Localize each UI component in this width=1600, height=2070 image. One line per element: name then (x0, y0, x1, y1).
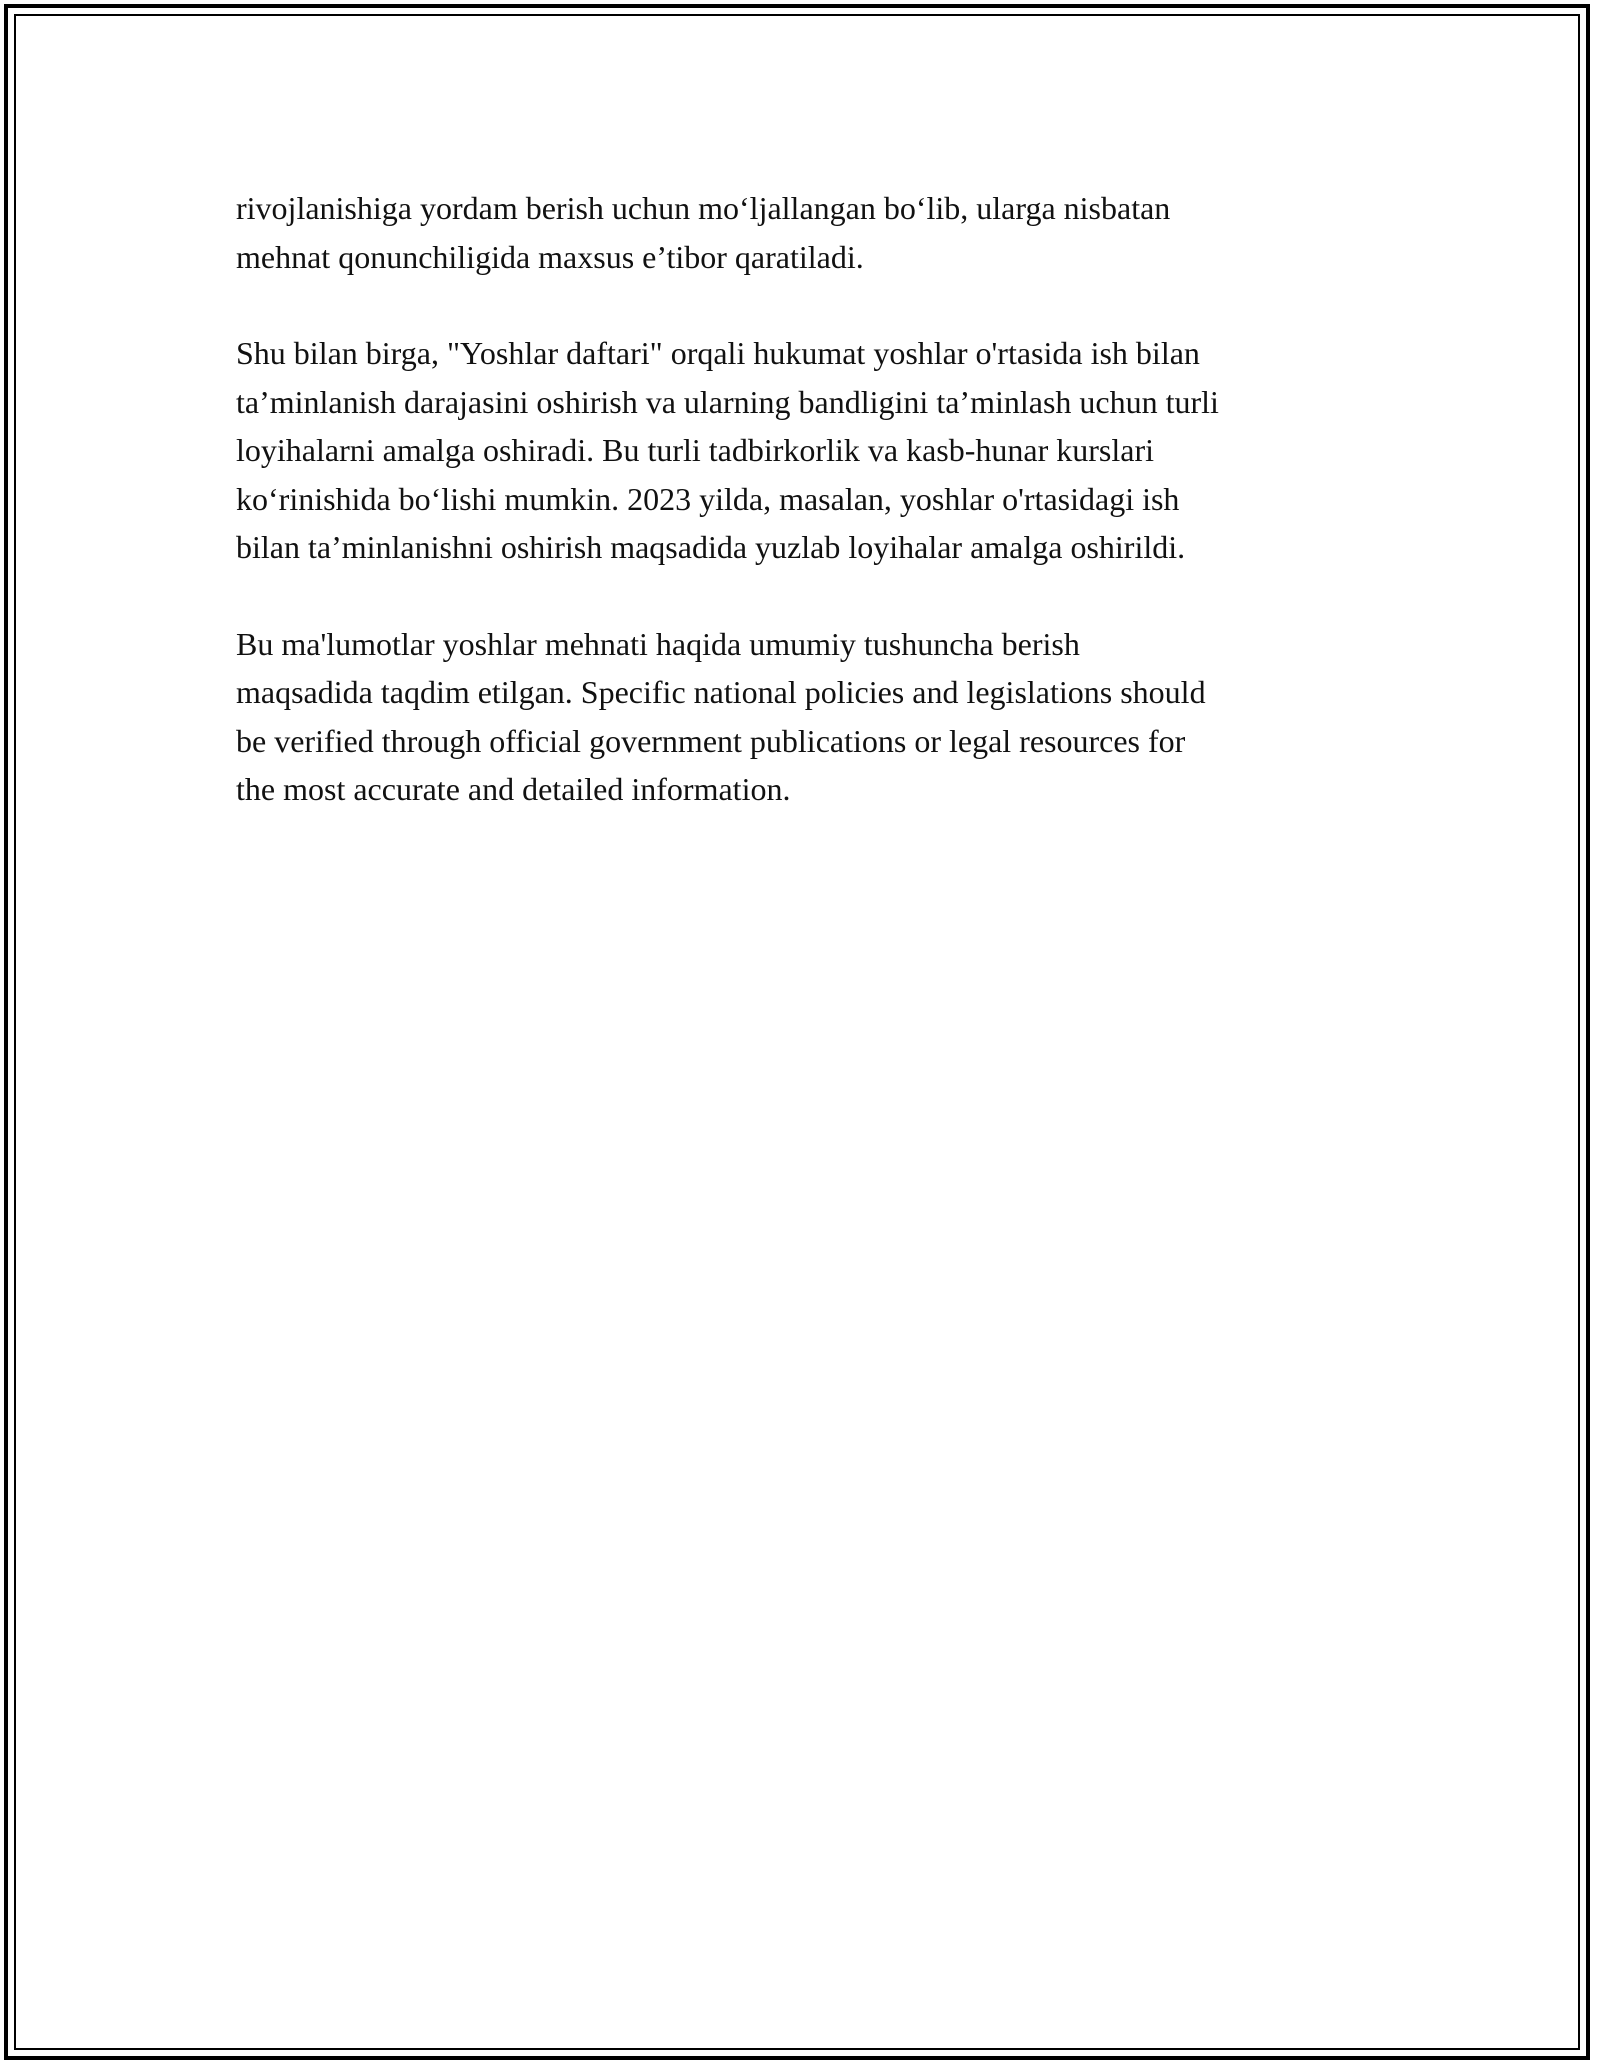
text-line: Bu ma'lumotlar yoshlar mehnati haqida umumiy tushuncha berish (236, 625, 1080, 662)
text-line: Shu bilan birga, "Yoshlar daftari" orqali hukumat yoshlar o'rtasida ish bilan (236, 335, 1200, 371)
text-line: rivojlanishiga yordam berish uchun mo‘ljallangan bo‘lib, ularga nisbatan (236, 190, 1171, 226)
paragraph-3 (236, 620, 1376, 814)
paragraph-2 (236, 329, 1376, 572)
text-line: maqsadida taqdim etilgan. Specific national policies and legislations should (236, 674, 1206, 710)
text-line: be verified through official government publications or legal resources for (236, 722, 1186, 759)
text-line: ko‘rinishida bo‘lishi mumkin. 2023 yilda, masalan, yoshlar o'rtasidagi ish (236, 480, 1180, 517)
text-line: ta’minlanish darajasini oshirish va ularning bandligini ta’minlash uchun turli (236, 383, 1219, 420)
paragraph-1 (236, 184, 1376, 281)
document-body (236, 184, 1376, 862)
text-line: bilan ta’minlanishni oshirish maqsadida yuzlab loyihalar amalga oshirildi. (236, 529, 1186, 565)
text-line: loyihalarni amalga oshiradi. Bu turli tadbirkorlik va kasb-hunar kurslari (236, 432, 1154, 468)
text-line: mehnat qonunchiligida maxsus e’tibor qaratiladi. (236, 238, 864, 275)
text-line: the most accurate and detailed information. (236, 771, 791, 807)
